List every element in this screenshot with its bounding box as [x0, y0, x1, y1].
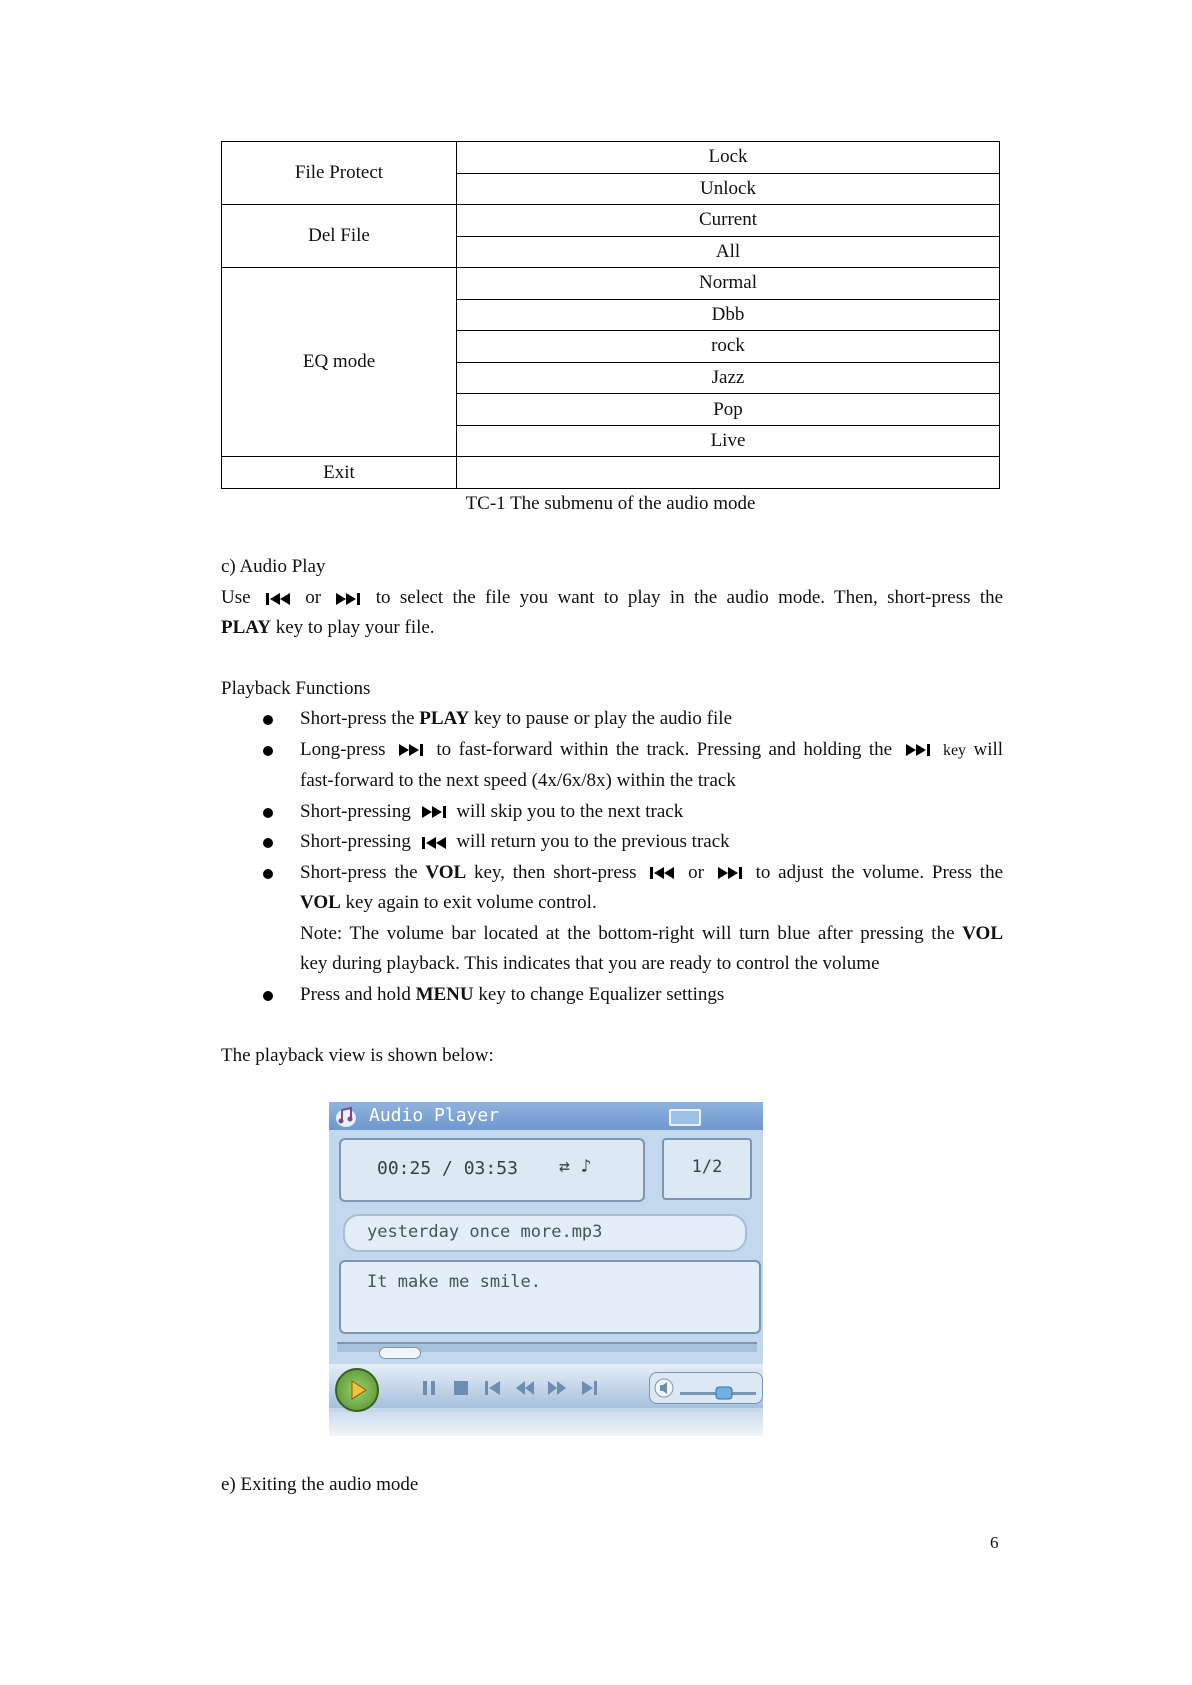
list-item: Short-press the VOL key, then short-press or to adjust the volume. Press the VOL key again to exit volume control. Note: The volume bar located at the bottom-right will turn blue after pressing the VOL key during playback. This indicates that you are ready to control the volume: [221, 858, 1003, 980]
bullet-icon: [263, 715, 273, 725]
prev-key-icon: [420, 836, 448, 850]
table-option-cell: Lock: [457, 142, 1000, 174]
track-counter: 1/2: [662, 1138, 752, 1200]
table-caption: TC-1 The submenu of the audio mode: [465, 493, 756, 514]
playback-function-list: [221, 704, 1003, 1010]
audio-player-screenshot: [329, 1102, 763, 1436]
play-button[interactable]: [335, 1368, 379, 1412]
bullet-icon: [263, 838, 273, 848]
playback-view-intro: The playback view is shown below:: [221, 1045, 494, 1066]
list-item: Short-pressing will skip you to the next track: [221, 797, 1003, 828]
table-option-cell: All: [457, 236, 1000, 268]
bullet-icon: [263, 746, 273, 756]
rewind-icon[interactable]: [513, 1378, 537, 1398]
section-heading-audio-play: c) Audio Play: [221, 556, 326, 577]
table-option-cell: Live: [457, 425, 1000, 457]
audio-play-paragraph-line2: PLAY key to play your file.: [221, 617, 435, 638]
bullet-icon: [263, 869, 273, 879]
bullet-icon: [263, 808, 273, 818]
table-option-cell: [457, 457, 1000, 489]
next-key-icon: [904, 743, 932, 757]
table-option-cell: Normal: [457, 268, 1000, 300]
table-group-cell: File Protect: [222, 142, 457, 205]
list-item: Short-press the PLAY key to pause or play the audio file: [221, 704, 1003, 735]
volume-control[interactable]: [649, 1372, 763, 1404]
table-option-cell: Current: [457, 205, 1000, 237]
table-option-cell: Dbb: [457, 299, 1000, 331]
table-option-cell: Unlock: [457, 173, 1000, 205]
prev-key-icon: [648, 866, 676, 880]
battery-icon: [669, 1109, 701, 1126]
table-group-cell: EQ mode: [222, 268, 457, 457]
submenu-table: [221, 141, 1000, 489]
next-track-icon[interactable]: [577, 1378, 601, 1398]
progress-knob[interactable]: [379, 1347, 421, 1359]
table-option-cell: Pop: [457, 394, 1000, 426]
next-key-icon: [334, 592, 362, 606]
bullet-icon: [263, 991, 273, 1001]
next-key-icon: [397, 743, 425, 757]
list-item: Long-press to fast-forward within the track. Pressing and holding the key will fast-forward to the next speed (4x/6x/8x) within the track: [221, 735, 1003, 797]
list-item: Press and hold MENU key to change Equalizer settings: [221, 980, 1003, 1011]
section-heading-exit: e) Exiting the audio mode: [221, 1474, 419, 1495]
repeat-mode-icon: ⇄ ♪: [559, 1156, 592, 1177]
audio-play-paragraph: Use or to select the file you want to play in the audio mode. Then, short-press the: [221, 587, 1004, 608]
section-heading-playback: Playback Functions: [221, 678, 371, 699]
next-key-icon: [716, 866, 744, 880]
pause-icon[interactable]: [417, 1378, 441, 1398]
time-display: 00:25 / 03:53 ⇄ ♪: [339, 1138, 645, 1202]
prev-key-icon: [264, 592, 292, 606]
page-number: 6: [990, 1533, 999, 1552]
total-time: 03:53: [463, 1158, 518, 1179]
stop-icon[interactable]: [449, 1378, 473, 1398]
music-note-icon: [333, 1104, 359, 1128]
table-option-cell: rock: [457, 331, 1000, 363]
elapsed-time: 00:25: [377, 1158, 432, 1179]
table-group-cell: Exit: [222, 457, 457, 489]
table-group-cell: Del File: [222, 205, 457, 268]
fast-forward-icon[interactable]: [545, 1378, 569, 1398]
next-key-icon: [420, 805, 448, 819]
player-bottom-edge: [329, 1412, 763, 1436]
filename-field: yesterday once more.mp3: [343, 1214, 747, 1252]
previous-track-icon[interactable]: [481, 1378, 505, 1398]
list-item: Short-pressing will return you to the previous track: [221, 827, 1003, 858]
volume-slider-knob[interactable]: [716, 1387, 732, 1399]
table-option-cell: Jazz: [457, 362, 1000, 394]
player-title: Audio Player: [369, 1105, 500, 1126]
lyric-display: It make me smile.: [339, 1260, 761, 1334]
